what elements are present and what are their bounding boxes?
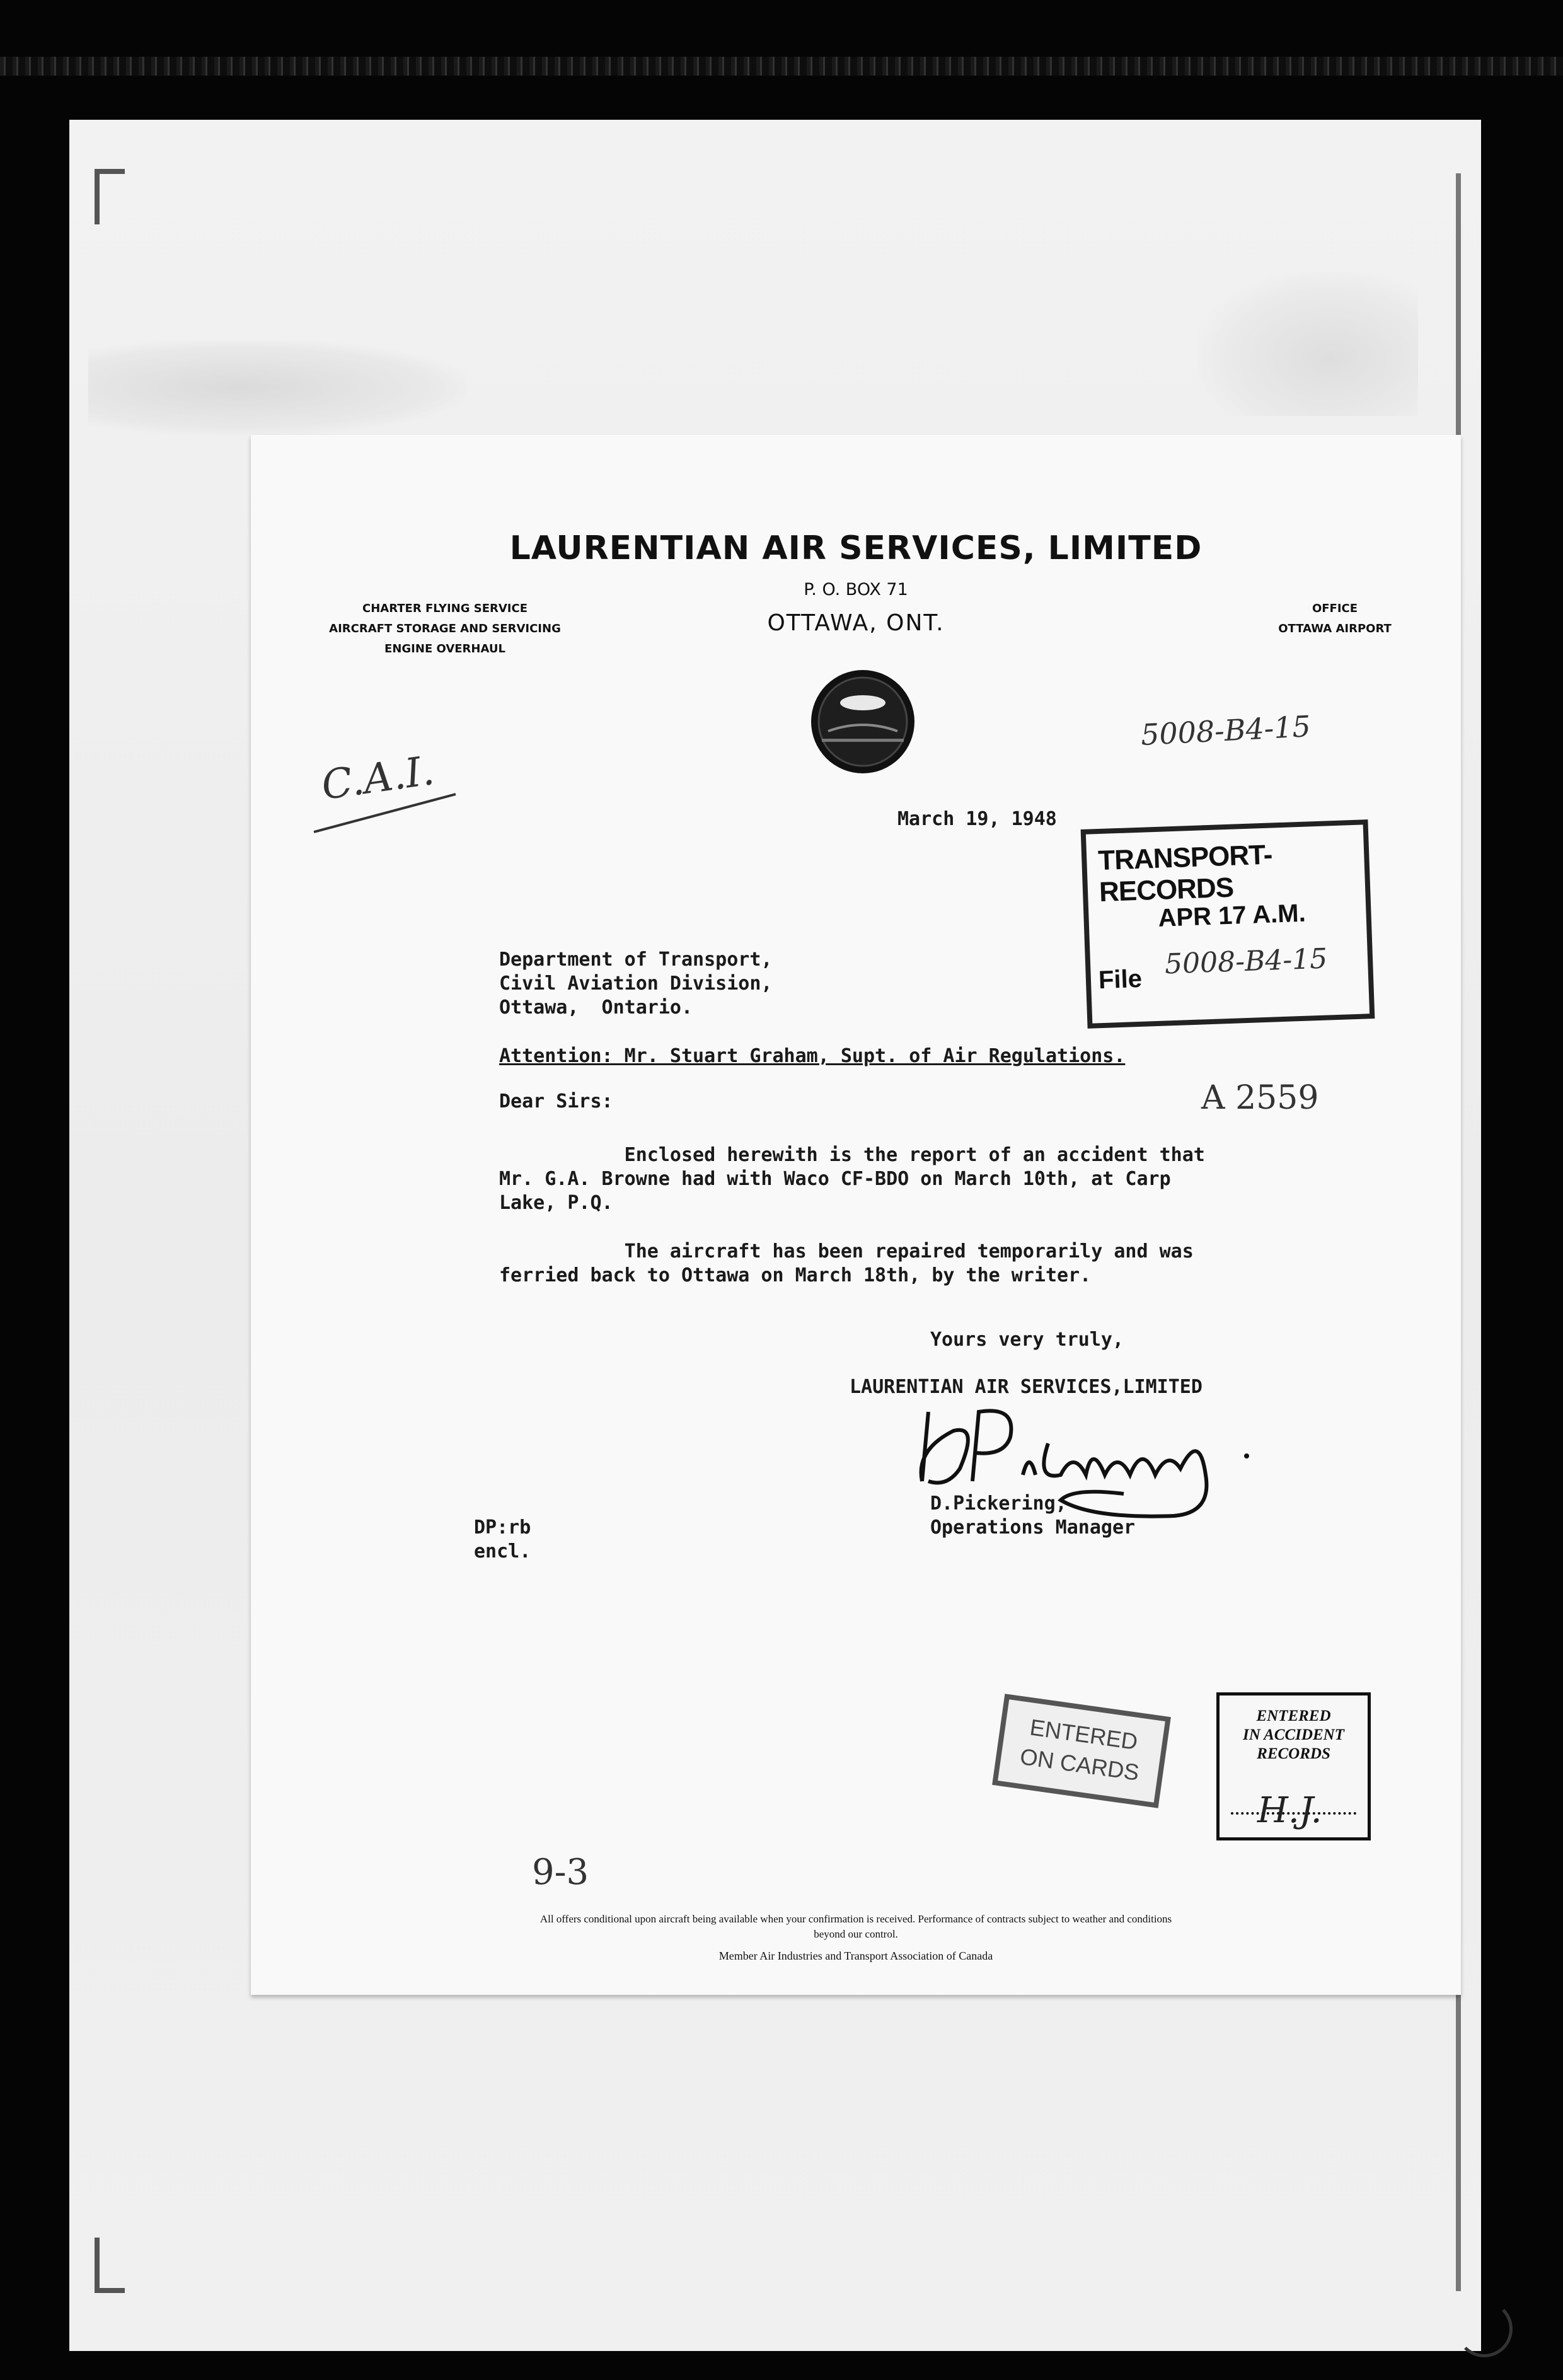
transport-records-stamp — [1081, 819, 1375, 1029]
office-info — [1240, 599, 1429, 639]
letter-page — [251, 435, 1461, 1995]
transport-stamp-file-number: 5008-B4-15 — [1164, 942, 1328, 981]
transport-stamp-file-label: File — [1098, 964, 1143, 995]
records-stamp-initials: H.J. — [1257, 1790, 1322, 1831]
cards-stamp-line: ON CARDS — [1018, 1743, 1141, 1786]
signer-name: D.Pickering, — [930, 1493, 1067, 1515]
initials-underline — [311, 788, 462, 838]
accident-records-stamp — [1216, 1692, 1371, 1840]
paragraph-line: Mr. G.A. Browne had with Waco CF-BDO on March 10th, at Carp — [499, 1168, 1171, 1190]
service-item: CHARTER FLYING SERVICE — [362, 602, 528, 615]
scan-artifact — [1456, 2301, 1513, 2357]
reference-initials: DP:rb — [474, 1516, 531, 1539]
footer-line: All offers conditional upon aircraft being available when your confirmation is received. Performance of contracts subject to weather and conditions — [539, 1913, 1172, 1925]
file-reference-annotation: 5008-B4-15 — [1139, 708, 1312, 753]
attention-line: Attention: Mr. Stuart Graham, Supt. of Air Regulations. — [499, 1045, 1126, 1067]
company-signoff: LAURENTIAN AIR SERVICES,LIMITED — [850, 1376, 1203, 1398]
letter-date: March 19, 1948 — [897, 808, 1057, 830]
transport-stamp-date: APR 17 A.M. — [1157, 899, 1306, 932]
paragraph-line: Enclosed herewith is the report of an accident that — [499, 1144, 1205, 1166]
records-stamp-line: IN ACCIDENT — [1243, 1726, 1344, 1743]
tape-residue-right — [1197, 271, 1418, 416]
paragraph-line: Lake, P.Q. — [499, 1192, 613, 1214]
signer-title: Operations Manager — [930, 1516, 1136, 1539]
company-emblem-logo — [809, 668, 916, 775]
recipient-line: Department of Transport, — [499, 949, 773, 971]
enclosure-note: encl. — [474, 1540, 531, 1563]
crop-mark-top-left — [95, 169, 125, 224]
records-stamp-line: ENTERED — [1256, 1707, 1331, 1724]
service-item: AIRCRAFT STORAGE AND SERVICING — [329, 622, 561, 635]
po-box: P. O. BOX 71 — [804, 580, 908, 599]
paragraph-line: ferried back to Ottawa on March 18th, by the writer. — [499, 1264, 1092, 1286]
services-list — [306, 599, 584, 659]
footer-membership: Member Air Industries and Transport Association of Canada — [718, 1950, 993, 1962]
footer-line: beyond our control. — [814, 1928, 898, 1940]
recipient-line: Ottawa, Ontario. — [499, 996, 693, 1019]
transport-stamp-title: TRANSPORT-RECORDS — [1097, 839, 1273, 908]
salutation: Dear Sirs: — [499, 1090, 613, 1112]
accident-number: A 2559 — [1201, 1079, 1319, 1117]
paragraph-line: The aircraft has been repaired temporarily and was — [499, 1240, 1194, 1262]
cards-stamp-line: ENTERED — [1028, 1714, 1139, 1755]
bottom-note-annotation: 9-3 — [532, 1852, 589, 1893]
closing: Yours very truly, — [930, 1329, 1124, 1351]
office-location: OTTAWA AIRPORT — [1278, 622, 1392, 635]
film-edge-strip — [0, 57, 1563, 76]
entered-on-cards-stamp — [992, 1694, 1171, 1808]
company-city: OTTAWA, ONT. — [767, 610, 945, 636]
service-item: ENGINE OVERHAUL — [384, 642, 505, 656]
footer-terms — [251, 1912, 1461, 1942]
company-name: LAURENTIAN AIR SERVICES, LIMITED — [509, 529, 1203, 567]
records-stamp-line: RECORDS — [1257, 1745, 1330, 1762]
office-label: OFFICE — [1312, 602, 1358, 615]
crop-mark-bottom-left — [95, 2238, 125, 2293]
tape-residue — [88, 340, 466, 435]
initials-annotation: C.A.I. — [318, 747, 437, 810]
recipient-line: Civil Aviation Division, — [499, 973, 773, 995]
